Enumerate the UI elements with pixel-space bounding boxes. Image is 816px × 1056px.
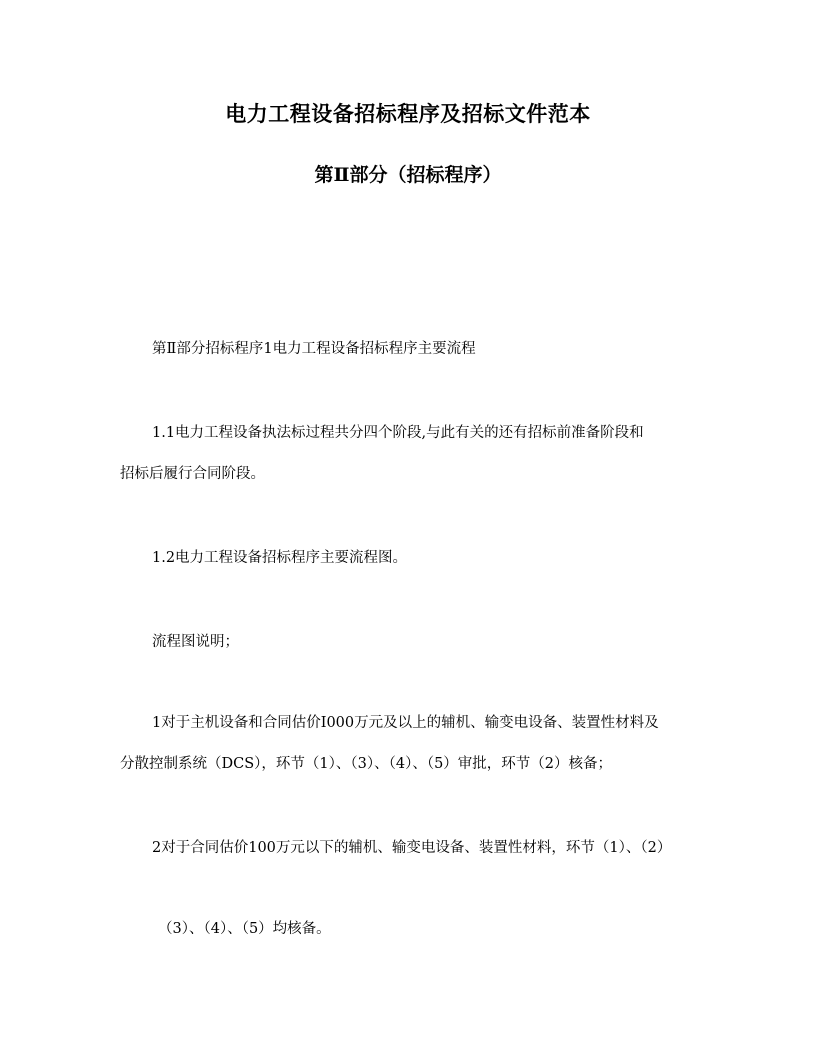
- document-title: 电力工程设备招标程序及招标文件范本: [225, 101, 591, 126]
- paragraph-item-2-line-2: （3）、（4）、（5）均核备。: [158, 921, 331, 937]
- paragraph-item-2-line-1: 2对于合同估价100万元以下的辅机、输变电设备、装置性材料，环节（1）、（2）: [152, 840, 672, 856]
- paragraph-1-2: 1.2电力工程设备招标程序主要流程图。: [152, 550, 408, 566]
- paragraph-section-heading: 第Ⅱ部分招标程序1电力工程设备招标程序主要流程: [152, 341, 476, 357]
- paragraph-1-1-line-1: 1.1电力工程设备执法标过程共分四个阶段,与此有关的还有招标前准备阶段和: [152, 425, 644, 441]
- paragraph-item-1-line-1: 1对于主机设备和合同估价I000万元及以上的辅机、输变电设备、装置性材料及: [152, 715, 659, 731]
- document-subtitle: 第Ⅱ部分（招标程序）: [314, 164, 502, 186]
- paragraph-1-1-line-2: 招标后履行合同阶段。: [120, 466, 265, 482]
- paragraph-flowchart-note: 流程图说明；: [152, 634, 239, 650]
- paragraph-item-1-line-2: 分散控制系统（DCS），环节（1）、（3）、（4）、（5）审批，环节（2）核备；: [120, 756, 613, 772]
